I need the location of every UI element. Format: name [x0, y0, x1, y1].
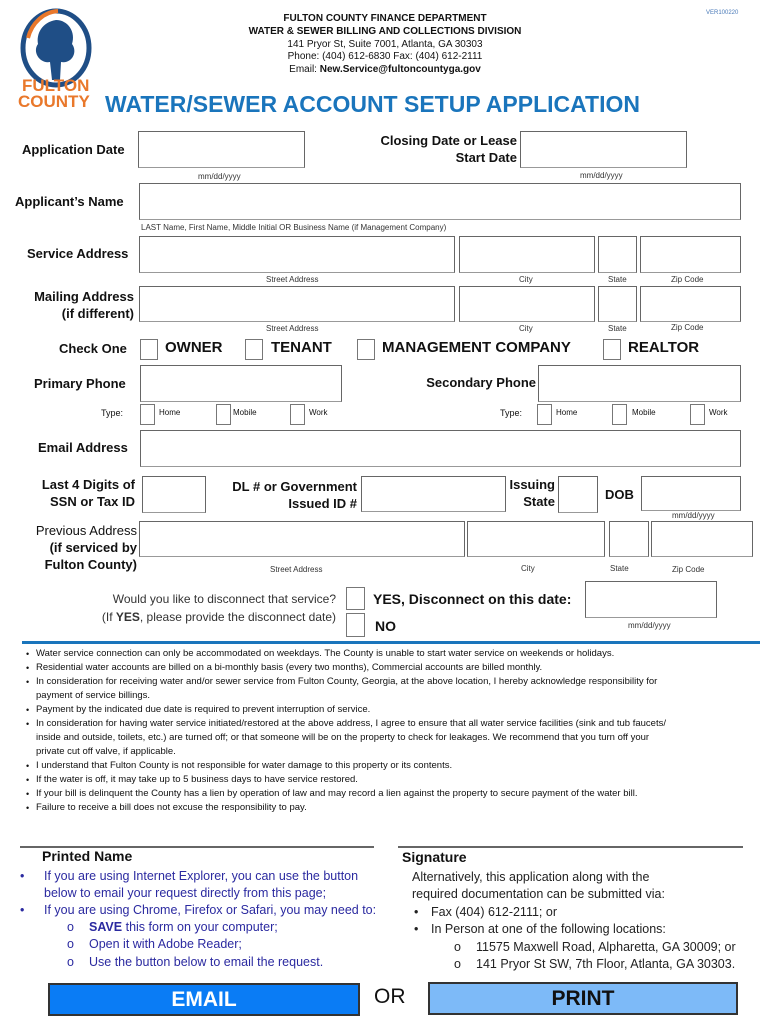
issuing-state-input[interactable]: [558, 476, 598, 513]
disconnect-question: Would you like to disconnect that service?: [112, 592, 336, 606]
date-hint: mm/dd/yyyy: [580, 171, 623, 180]
alt-line: 11575 Maxwell Road, Alpharetta, GA 30009; or: [476, 940, 736, 954]
secondary-work-checkbox[interactable]: [690, 404, 705, 425]
management-company-label: MANAGEMENT COMPANY: [382, 339, 571, 356]
date-hint: mm/dd/yyyy: [672, 511, 715, 520]
term-item: Failure to receive a bill does not excuse the responsibility to pay.: [36, 802, 307, 813]
bullet: •: [26, 649, 30, 659]
mailing-city-input[interactable]: [459, 286, 595, 322]
ssn-label-2: SSN or Tax ID: [49, 494, 135, 509]
alt-line: Fax (404) 612-2111; or: [431, 905, 557, 919]
term-item-cont: inside and outside, toilets, etc.) are turned off; or that someone will be on the property to check for leakages. We recommend that you turn off your: [36, 732, 650, 743]
term-item: Payment by the indicated due date is required to prevent interruption of service.: [36, 704, 371, 715]
home-label: Home: [159, 408, 181, 417]
bullet: •: [26, 803, 30, 813]
previous-address-label-3: Fulton County): [44, 557, 137, 572]
term-item: If your bill is delinquent the County has a lien by operation of law and may record a lien against the property to secure payment of the water bill.: [36, 788, 638, 799]
home-label: Home: [556, 408, 578, 417]
disconnect-date-input[interactable]: [585, 581, 717, 618]
work-label: Work: [709, 408, 728, 417]
term-item: If the water is off, it may take up to 5 business days to have service restored.: [36, 774, 358, 785]
section-divider: [22, 641, 760, 644]
dept-name: FULTON COUNTY FINANCE DEPARTMENT: [283, 13, 487, 24]
sub-bullet: o: [454, 940, 461, 954]
term-item-cont: private cut off valve, if applicable.: [36, 746, 176, 757]
dept-address: 141 Pryor St, Suite 7001, Atlanta, GA 30303: [287, 39, 483, 50]
caption-state: State: [610, 564, 629, 573]
realtor-checkbox[interactable]: [603, 339, 621, 360]
check-one-label: Check One: [59, 341, 127, 356]
email-label: Email:: [289, 64, 317, 75]
dl-label-2: Issued ID #: [288, 496, 357, 511]
term-item-cont: payment of service billings.: [36, 690, 151, 701]
dl-label-1: DL # or Government: [232, 479, 357, 494]
caption-city: City: [519, 275, 533, 284]
service-address-label: Service Address: [27, 246, 129, 261]
instruction-line: below to email your request directly from this page;: [44, 886, 327, 900]
bullet: •: [20, 869, 25, 883]
date-hint: mm/dd/yyyy: [628, 621, 671, 630]
caption-zip: Zip Code: [671, 275, 704, 284]
caption-state: State: [608, 324, 627, 333]
owner-checkbox[interactable]: [140, 339, 158, 360]
instruction-line: If you are using Chrome, Firefox or Safari, you may need to:: [44, 903, 377, 917]
caption-city: City: [521, 564, 535, 573]
previous-address-label: Previous Address: [35, 523, 137, 538]
logo-text-fulton: FULTON: [22, 76, 90, 95]
application-date-input[interactable]: [138, 131, 305, 168]
dept-phone: Phone: (404) 612-6830 Fax: (404) 612-2111: [287, 51, 483, 62]
printed-name-label: Printed Name: [42, 848, 133, 864]
primary-phone-input[interactable]: [140, 365, 342, 402]
signature-label: Signature: [402, 849, 467, 865]
mailing-address-label: Mailing Address: [34, 289, 134, 304]
version-code: VER100220: [706, 10, 739, 16]
term-item: I understand that Fulton County is not responsible for water damage to this property or its contents.: [36, 760, 453, 771]
closing-date-label-2: Start Date: [455, 150, 517, 165]
owner-label: OWNER: [165, 339, 223, 356]
mailing-street-input[interactable]: [139, 286, 455, 322]
disconnect-instruction: [102, 610, 336, 624]
alt-line: In Person at one of the following locations:: [431, 922, 666, 936]
sub-bullet: o: [67, 955, 74, 969]
logo-text-county: COUNTY: [18, 92, 90, 111]
mailing-if-different: (if different): [61, 306, 134, 321]
service-street-input[interactable]: [139, 236, 455, 273]
secondary-phone-label: Secondary Phone: [426, 375, 536, 390]
previous-city-input[interactable]: [467, 521, 605, 557]
previous-street-input[interactable]: [139, 521, 465, 557]
instruction-line: If you are using Internet Explorer, you can use the button: [44, 869, 359, 883]
dept-email-link[interactable]: New.Service@fultoncountyga.gov: [319, 64, 481, 75]
primary-mobile-checkbox[interactable]: [216, 404, 231, 425]
caption-city: City: [519, 324, 533, 333]
or-label: OR: [374, 985, 406, 1008]
primary-home-checkbox[interactable]: [140, 404, 155, 425]
caption-zip: Zip Code: [671, 323, 704, 332]
caption-street: Street Address: [266, 275, 319, 284]
text: , please provide the disconnect date): [139, 610, 336, 624]
previous-state-input[interactable]: [609, 521, 649, 557]
secondary-home-checkbox[interactable]: [537, 404, 552, 425]
service-city-input[interactable]: [459, 236, 595, 273]
email-address-input[interactable]: [140, 430, 741, 467]
primary-phone-label: Primary Phone: [34, 376, 126, 391]
print-button[interactable]: PRINT: [428, 982, 738, 1015]
secondary-mobile-checkbox[interactable]: [612, 404, 627, 425]
applicant-name-input[interactable]: [139, 183, 741, 220]
email-address-label: Email Address: [38, 440, 128, 455]
closing-date-label-1: Closing Date or Lease: [380, 133, 517, 148]
secondary-phone-input[interactable]: [538, 365, 741, 402]
caption-street: Street Address: [270, 565, 323, 574]
disconnect-yes-checkbox[interactable]: [346, 587, 365, 610]
caption-zip: Zip Code: [672, 565, 705, 574]
disconnect-no-checkbox[interactable]: [346, 613, 365, 637]
mobile-label: Mobile: [632, 408, 656, 417]
bullet: •: [26, 789, 30, 799]
issuing-state-label-2: State: [523, 494, 555, 509]
ssn-input[interactable]: [142, 476, 206, 513]
management-company-checkbox[interactable]: [357, 339, 375, 360]
ssn-label-1: Last 4 Digits of: [41, 477, 135, 492]
date-hint: mm/dd/yyyy: [198, 172, 241, 181]
tenant-checkbox[interactable]: [245, 339, 263, 360]
closing-date-input[interactable]: [520, 131, 687, 168]
page-title: WATER/SEWER ACCOUNT SETUP APPLICATION: [105, 91, 640, 117]
bullet: •: [414, 905, 419, 919]
caption-state: State: [608, 275, 627, 284]
term-item: Water service connection can only be accommodated on weekdays. The County is unable to start water service on weekends or holidays.: [36, 648, 615, 659]
bullet: •: [26, 775, 30, 785]
applicant-name-hint: LAST Name, First Name, Middle Initial OR Business Name (if Management Company): [141, 223, 447, 232]
mailing-zip-input[interactable]: [640, 286, 741, 322]
application-date-label: Application Date: [22, 142, 125, 157]
dob-input[interactable]: [641, 476, 741, 511]
alt-line: required documentation can be submitted via:: [412, 887, 665, 901]
work-label: Work: [309, 408, 328, 417]
text-yes: YES: [115, 610, 140, 624]
dob-label: DOB: [605, 487, 634, 502]
previous-address-label-2: (if serviced by: [49, 540, 137, 555]
sub-bullet: o: [67, 920, 74, 934]
bullet: •: [26, 705, 30, 715]
bullet: •: [26, 677, 30, 687]
primary-work-checkbox[interactable]: [290, 404, 305, 425]
disconnect-yes-label: YES, Disconnect on this date:: [373, 591, 572, 607]
bullet: •: [26, 719, 30, 729]
instruction-line: Open it with Adobe Reader;: [89, 937, 242, 951]
disconnect-no-label: NO: [375, 618, 396, 634]
save-bold: SAVE: [89, 920, 123, 934]
caption-street: Street Address: [266, 324, 319, 333]
dl-input[interactable]: [361, 476, 506, 512]
alt-line: 141 Pryor St SW, 7th Floor, Atlanta, GA 30303.: [476, 957, 736, 971]
term-item: In consideration for having water service initiated/restored at the above address, I agree to ensure that all water service facilities (sink and tub faucets/: [36, 718, 666, 729]
tenant-label: TENANT: [271, 339, 332, 356]
applicant-name-label: Applicant’s Name: [15, 194, 124, 209]
bullet: •: [26, 761, 30, 771]
bullet: •: [414, 922, 419, 936]
instruction-line: Use the button below to email the request.: [89, 955, 324, 969]
bullet: •: [20, 903, 25, 917]
email-button[interactable]: EMAIL: [48, 983, 360, 1016]
service-state-input[interactable]: [598, 236, 637, 273]
division-name: WATER & SEWER BILLING AND COLLECTIONS DIVISION: [248, 26, 522, 37]
primary-type-label: Type:: [101, 408, 124, 418]
service-zip-input[interactable]: [640, 236, 741, 273]
sub-bullet: o: [67, 937, 74, 951]
mobile-label: Mobile: [233, 408, 257, 417]
previous-zip-input[interactable]: [651, 521, 753, 557]
alt-line: Alternatively, this application along with the: [412, 870, 650, 884]
bullet: •: [26, 663, 30, 673]
secondary-type-label: Type:: [500, 408, 523, 418]
signature-line[interactable]: [398, 846, 743, 848]
sub-bullet: o: [454, 957, 461, 971]
term-item: In consideration for receiving water and/or sewer service from Fulton County, Georgia, at the above location, I hereby acknowledge responsibility for: [36, 676, 658, 687]
text: (If: [101, 610, 116, 624]
issuing-state-label-1: Issuing: [509, 477, 555, 492]
term-item: Residential water accounts are billed on a bi-monthly basis (every two months), Commercial accounts are billed monthly.: [36, 662, 543, 673]
instruction-line: this form on your computer;: [122, 920, 278, 934]
realtor-label: REALTOR: [628, 339, 700, 356]
mailing-state-input[interactable]: [598, 286, 637, 322]
